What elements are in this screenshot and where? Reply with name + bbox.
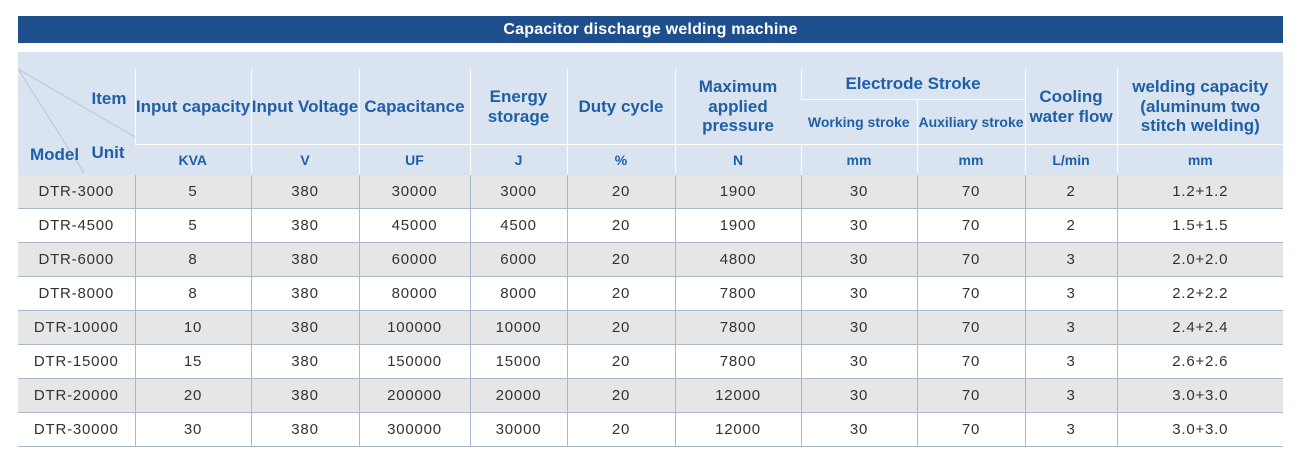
cell-capacitance: 300000: [359, 413, 470, 447]
cell-input-voltage: 380: [251, 243, 359, 277]
cell-duty-cycle: 20: [567, 243, 675, 277]
header-input-capacity: Input capacity: [135, 69, 251, 145]
cell-welding-capacity: 1.5+1.5: [1117, 209, 1283, 243]
cell-auxiliary-stroke: 70: [917, 209, 1025, 243]
cell-input-capacity: 20: [135, 379, 251, 413]
unit-cell: mm: [801, 145, 917, 176]
cell-cooling-water-flow: 3: [1025, 243, 1117, 277]
cell-model: DTR-10000: [18, 311, 135, 345]
table-row: [18, 311, 1283, 345]
cell-capacitance: 200000: [359, 379, 470, 413]
cell-model: DTR-20000: [18, 379, 135, 413]
cell-input-voltage: 380: [251, 413, 359, 447]
cell-duty-cycle: 20: [567, 175, 675, 209]
cell-working-stroke: 30: [801, 345, 917, 379]
cell-input-voltage: 380: [251, 277, 359, 311]
cell-energy-storage: 4500: [470, 209, 567, 243]
cell-max-pressure: 12000: [675, 413, 801, 447]
cell-max-pressure: 7800: [675, 277, 801, 311]
cell-working-stroke: 30: [801, 311, 917, 345]
cell-input-voltage: 380: [251, 209, 359, 243]
table-row: [18, 379, 1283, 413]
cell-welding-capacity: 2.4+2.4: [1117, 311, 1283, 345]
cell-welding-capacity: 2.6+2.6: [1117, 345, 1283, 379]
cell-working-stroke: 30: [801, 277, 917, 311]
spec-table: [18, 69, 1283, 447]
cell-energy-storage: 3000: [470, 175, 567, 209]
cell-duty-cycle: 20: [567, 345, 675, 379]
cell-input-capacity: 8: [135, 277, 251, 311]
header-capacitance: Capacitance: [359, 69, 470, 145]
cell-welding-capacity: 2.2+2.2: [1117, 277, 1283, 311]
cell-capacitance: 60000: [359, 243, 470, 277]
cell-input-voltage: 380: [251, 379, 359, 413]
cell-input-capacity: 8: [135, 243, 251, 277]
cell-capacitance: 150000: [359, 345, 470, 379]
cell-auxiliary-stroke: 70: [917, 243, 1025, 277]
cell-energy-storage: 30000: [470, 413, 567, 447]
unit-cell: V: [251, 145, 359, 176]
cell-auxiliary-stroke: 70: [917, 345, 1025, 379]
unit-cell: UF: [359, 145, 470, 176]
cell-cooling-water-flow: 2: [1025, 209, 1117, 243]
unit-cell: KVA: [135, 145, 251, 176]
cell-input-capacity: 15: [135, 345, 251, 379]
cell-duty-cycle: 20: [567, 209, 675, 243]
header-energy-storage: Energy storage: [470, 69, 567, 145]
table-body: [18, 175, 1283, 447]
cell-auxiliary-stroke: 70: [917, 413, 1025, 447]
cell-welding-capacity: 3.0+3.0: [1117, 379, 1283, 413]
header-band: [18, 52, 1283, 69]
cell-model: DTR-6000: [18, 243, 135, 277]
header-max-pressure: Maximum applied pressure: [675, 69, 801, 145]
cell-input-voltage: 380: [251, 175, 359, 209]
cell-capacitance: 80000: [359, 277, 470, 311]
cell-auxiliary-stroke: 70: [917, 175, 1025, 209]
header-cooling-water-flow: Cooling water flow: [1025, 69, 1117, 145]
table-row: [18, 277, 1283, 311]
cell-welding-capacity: 3.0+3.0: [1117, 413, 1283, 447]
cell-capacitance: 100000: [359, 311, 470, 345]
cell-model: DTR-8000: [18, 277, 135, 311]
cell-welding-capacity: 2.0+2.0: [1117, 243, 1283, 277]
unit-cell: %: [567, 145, 675, 176]
cell-input-capacity: 5: [135, 175, 251, 209]
cell-duty-cycle: 20: [567, 413, 675, 447]
table-title: Capacitor discharge welding machine: [18, 16, 1283, 43]
cell-max-pressure: 4800: [675, 243, 801, 277]
cell-energy-storage: 8000: [470, 277, 567, 311]
cell-input-capacity: 30: [135, 413, 251, 447]
header-electrode-stroke: Electrode Stroke: [801, 69, 1025, 100]
cell-welding-capacity: 1.2+1.2: [1117, 175, 1283, 209]
cell-cooling-water-flow: 3: [1025, 379, 1117, 413]
cell-max-pressure: 7800: [675, 311, 801, 345]
table-row: [18, 345, 1283, 379]
unit-cell: mm: [917, 145, 1025, 176]
header-working-stroke: Working stroke: [801, 100, 917, 145]
cell-working-stroke: 30: [801, 243, 917, 277]
cell-working-stroke: 30: [801, 379, 917, 413]
header-welding-capacity: welding capacity (aluminum two stitch welding): [1117, 69, 1283, 145]
cell-capacitance: 45000: [359, 209, 470, 243]
header-auxiliary-stroke: Auxiliary stroke: [917, 100, 1025, 145]
cell-energy-storage: 6000: [470, 243, 567, 277]
cell-working-stroke: 30: [801, 209, 917, 243]
cell-auxiliary-stroke: 70: [917, 277, 1025, 311]
unit-cell: L/min: [1025, 145, 1117, 176]
table-row: [18, 209, 1283, 243]
cell-input-capacity: 10: [135, 311, 251, 345]
item-label: Item: [91, 89, 127, 108]
cell-model: DTR-3000: [18, 175, 135, 209]
cell-model: DTR-30000: [18, 413, 135, 447]
cell-working-stroke: 30: [801, 175, 917, 209]
cell-input-voltage: 380: [251, 311, 359, 345]
cell-input-capacity: 5: [135, 209, 251, 243]
cell-model: DTR-15000: [18, 345, 135, 379]
cell-model: DTR-4500: [18, 209, 135, 243]
cell-duty-cycle: 20: [567, 311, 675, 345]
header-input-voltage: Input Voltage: [251, 69, 359, 145]
cell-max-pressure: 7800: [675, 345, 801, 379]
unit-cell: N: [675, 145, 801, 176]
header-duty-cycle: Duty cycle: [567, 69, 675, 145]
unit-label: Unit: [91, 143, 125, 163]
corner-header-cell: [18, 69, 135, 175]
unit-cell: mm: [1117, 145, 1283, 176]
cell-working-stroke: 30: [801, 413, 917, 447]
model-label: Model: [30, 145, 80, 165]
unit-cell: J: [470, 145, 567, 176]
cell-max-pressure: 1900: [675, 175, 801, 209]
cell-input-voltage: 380: [251, 345, 359, 379]
table-row: [18, 175, 1283, 209]
cell-auxiliary-stroke: 70: [917, 311, 1025, 345]
cell-cooling-water-flow: 3: [1025, 311, 1117, 345]
cell-energy-storage: 10000: [470, 311, 567, 345]
cell-energy-storage: 15000: [470, 345, 567, 379]
table-row: [18, 243, 1283, 277]
cell-cooling-water-flow: 3: [1025, 413, 1117, 447]
cell-auxiliary-stroke: 70: [917, 379, 1025, 413]
cell-duty-cycle: 20: [567, 379, 675, 413]
cell-max-pressure: 12000: [675, 379, 801, 413]
cell-max-pressure: 1900: [675, 209, 801, 243]
cell-cooling-water-flow: 3: [1025, 277, 1117, 311]
cell-duty-cycle: 20: [567, 277, 675, 311]
cell-cooling-water-flow: 2: [1025, 175, 1117, 209]
cell-capacitance: 30000: [359, 175, 470, 209]
cell-cooling-water-flow: 3: [1025, 345, 1117, 379]
cell-energy-storage: 20000: [470, 379, 567, 413]
table-row: [18, 413, 1283, 447]
